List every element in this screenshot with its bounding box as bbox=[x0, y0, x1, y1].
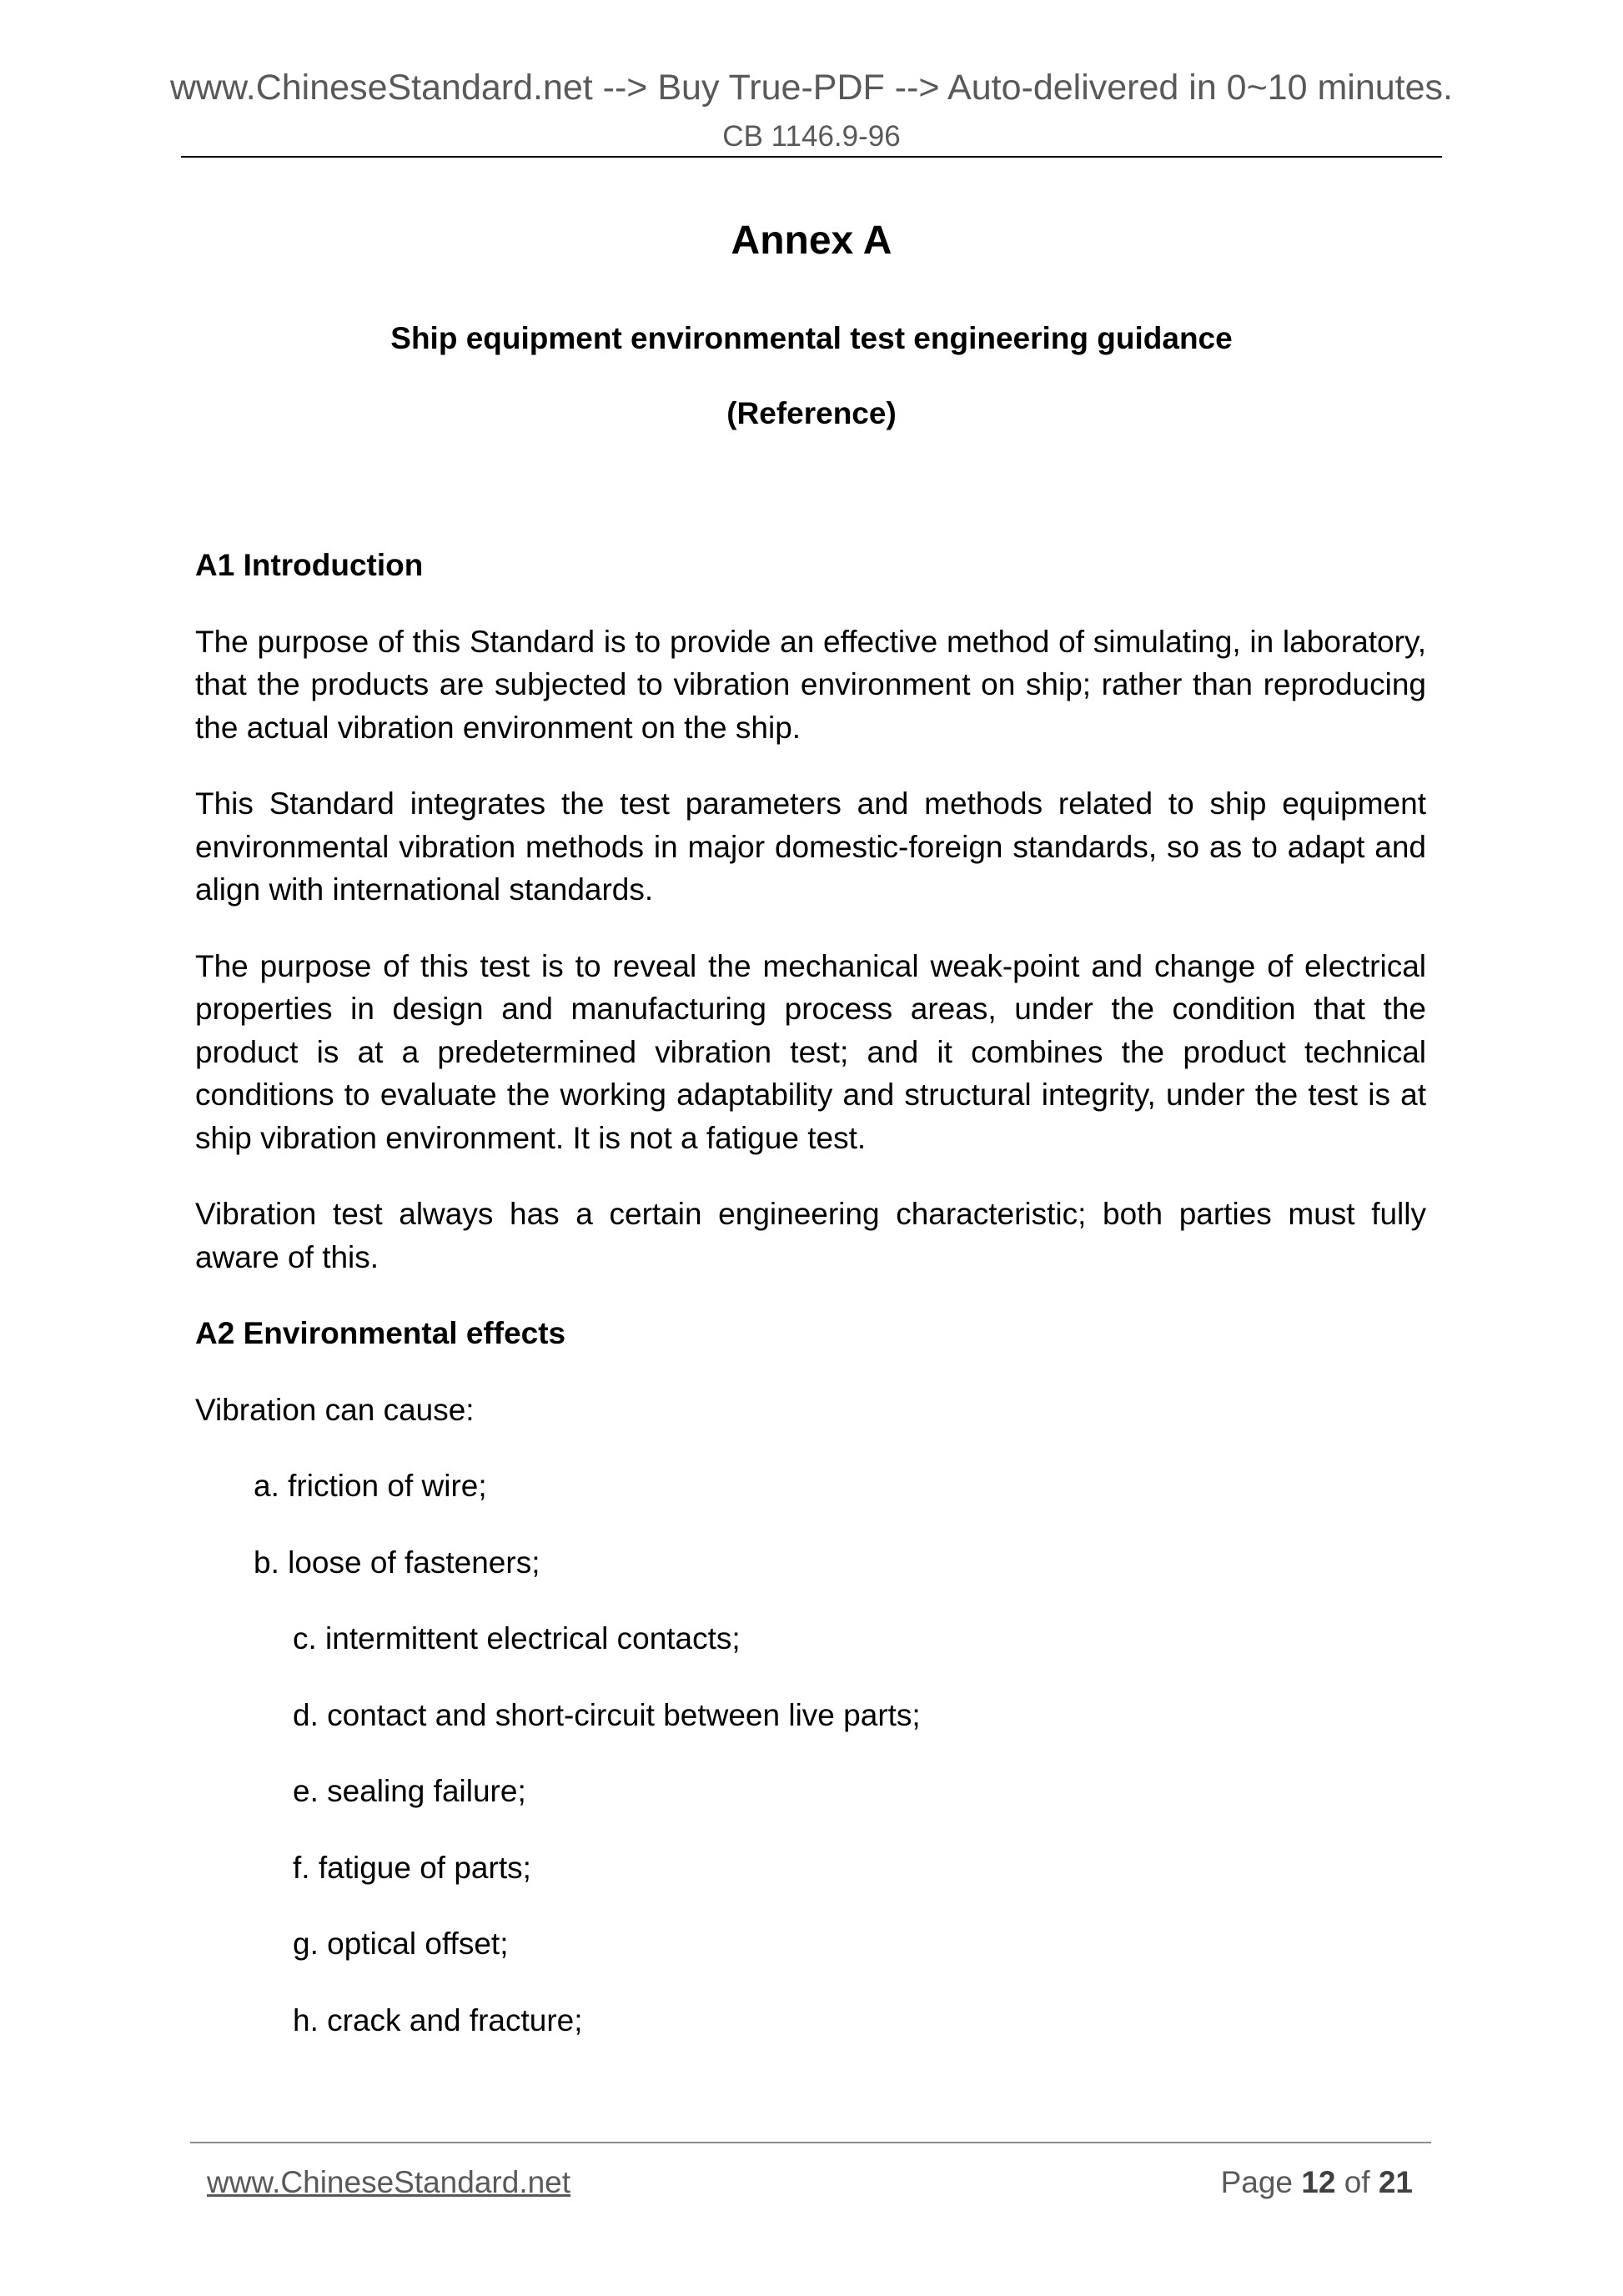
list-item: b. loose of fasteners; bbox=[254, 1545, 540, 1580]
footer-site-link[interactable]: www.ChineseStandard.net bbox=[207, 2165, 571, 2199]
page-indicator bbox=[1221, 2162, 1413, 2203]
section-a1-introduction bbox=[195, 544, 1426, 1279]
page-current: 12 bbox=[1301, 2165, 1336, 2199]
page-total: 21 bbox=[1378, 2165, 1413, 2199]
document-body bbox=[195, 544, 1426, 2075]
page-label: Page bbox=[1220, 2165, 1293, 2199]
annex-subtitle: Ship equipment environmental test engineering guidance bbox=[390, 321, 1233, 355]
paragraph: The purpose of this test is to reveal the mechanical weak-point and change of electrical properties in design and manufacturing process areas, under the condition that the product is at a predetermined vibration test; and it combines the product technical conditions to evaluate the working adaptability and structural integrity, under the test is at ship vibration environment. It is not a fatigue test. bbox=[195, 948, 1426, 1155]
annex-title: Annex A bbox=[731, 219, 892, 263]
list-item: f. fatigue of parts; bbox=[293, 1850, 531, 1885]
header-site-banner: www.ChineseStandard.net --> Buy True-PDF --> Auto-delivered in 0~10 minutes. bbox=[169, 68, 1453, 108]
header-divider bbox=[181, 156, 1442, 158]
section-heading: A2 Environmental effects bbox=[195, 1316, 566, 1350]
list-item: a. friction of wire; bbox=[254, 1469, 487, 1503]
paragraph: Vibration test always has a certain engineering characteristic; both parties must fully aware of this. bbox=[195, 1197, 1426, 1274]
section-heading: A1 Introduction bbox=[195, 548, 424, 582]
paragraph: The purpose of this Standard is to provide an effective method of simulating, in laboratory, that the products are subjected to vibration environment on ship; rather than reproducing the actual vibration environment on the ship. bbox=[195, 624, 1426, 745]
list-item: g. optical offset; bbox=[293, 1927, 509, 1961]
effects-list bbox=[195, 1465, 1426, 2042]
page-of: of bbox=[1344, 2165, 1370, 2199]
paragraph: Vibration can cause: bbox=[195, 1392, 475, 1427]
footer-divider bbox=[190, 2142, 1431, 2143]
list-item: d. contact and short-circuit between live parts; bbox=[293, 1697, 921, 1732]
list-item: e. sealing failure; bbox=[293, 1774, 526, 1808]
paragraph: This Standard integrates the test parameters and methods related to ship equipment environmental vibration methods in major domestic-foreign standards, so as to adapt and align with international standards. bbox=[195, 786, 1426, 907]
list-item: h. crack and fracture; bbox=[293, 2002, 583, 2037]
list-item: c. intermittent electrical contacts; bbox=[293, 1621, 741, 1655]
document-code: CB 1146.9-96 bbox=[722, 120, 901, 153]
section-a2-environmental-effects bbox=[195, 1312, 1426, 2042]
annex-note: (Reference) bbox=[726, 396, 897, 430]
